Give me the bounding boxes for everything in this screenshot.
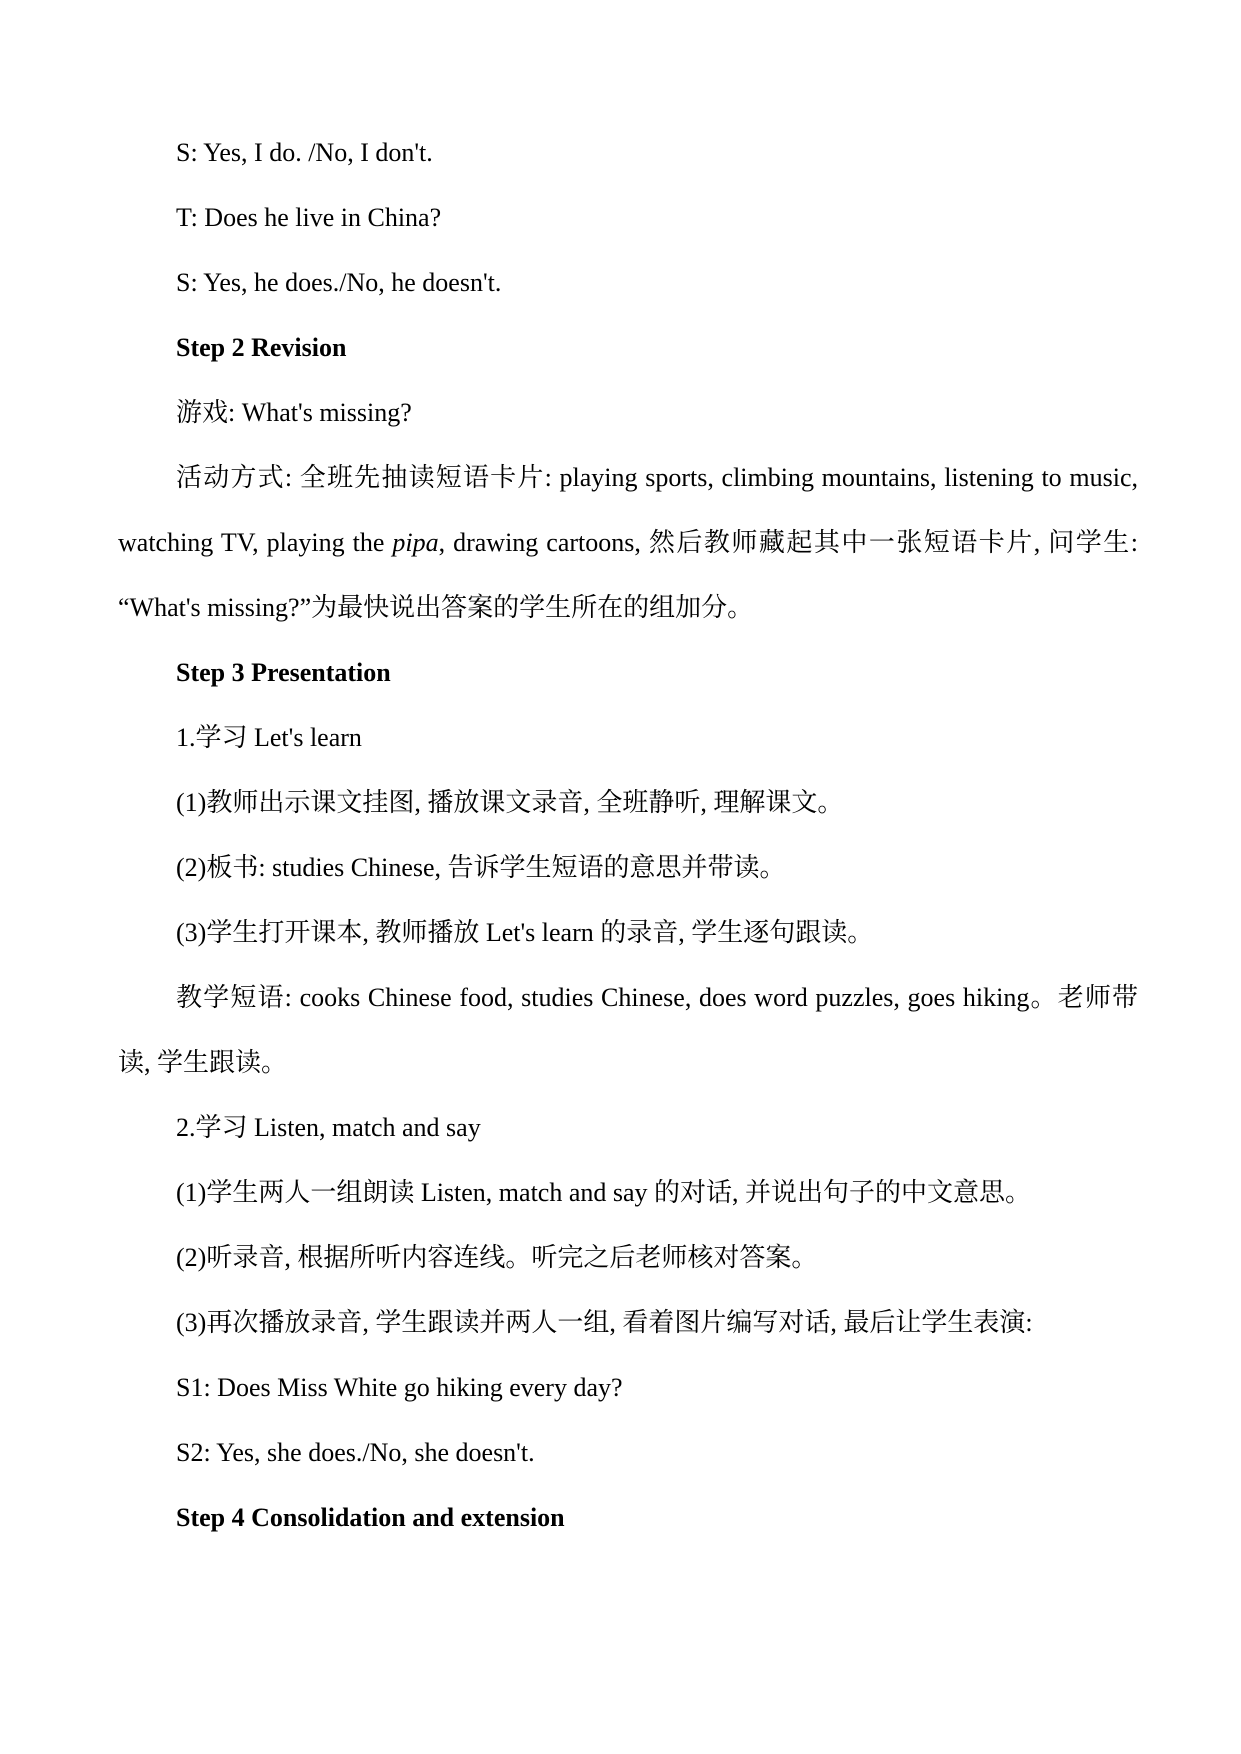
section-heading: Step 4 Consolidation and extension bbox=[176, 1503, 565, 1532]
dialogue-line: S: Yes, I do. /No, I don't. bbox=[176, 138, 433, 167]
section-heading: Step 3 Presentation bbox=[176, 658, 391, 687]
step-item: (2)听录音, 根据所听内容连线。听完之后老师核对答案。 bbox=[176, 1243, 818, 1272]
subsection-title: 2.学习 Listen, match and say bbox=[176, 1113, 481, 1142]
activity-text-part: 活动方式: 全班先抽读短语卡片: playing sports, climbing mountains, listening to music, watching TV, playing the bbox=[118, 463, 1138, 557]
dialogue-line: S1: Does Miss White go hiking every day? bbox=[176, 1373, 623, 1402]
activity-italic-word: pipa bbox=[392, 528, 439, 557]
section-heading: Step 2 Revision bbox=[176, 333, 347, 362]
step-item: (1)教师出示课文挂图, 播放课文录音, 全班静听, 理解课文。 bbox=[176, 788, 844, 817]
activity-text-part: , drawing cartoons, 然后教师藏起其中一张短语卡片, 问学生: “What's missing?”为最快说出答案的学生所在的组加分。 bbox=[118, 528, 1138, 622]
document-body bbox=[118, 120, 1138, 1550]
dialogue-line: S: Yes, he does./No, he doesn't. bbox=[176, 268, 502, 297]
subsection-title: 1.学习 Let's learn bbox=[176, 723, 362, 752]
step-item: (2)板书: studies Chinese, 告诉学生短语的意思并带读。 bbox=[176, 853, 786, 882]
teaching-phrases: 教学短语: cooks Chinese food, studies Chinese, does word puzzles, goes hiking。老师带读, 学生跟读。 bbox=[118, 983, 1138, 1077]
dialogue-line: S2: Yes, she does./No, she doesn't. bbox=[176, 1438, 535, 1467]
dialogue-line: T: Does he live in China? bbox=[176, 203, 442, 232]
step-item: (3)再次播放录音, 学生跟读并两人一组, 看着图片编写对话, 最后让学生表演: bbox=[176, 1308, 1033, 1337]
activity-paragraph bbox=[118, 445, 1138, 640]
game-line: 游戏: What's missing? bbox=[176, 398, 412, 427]
step-item: (3)学生打开课本, 教师播放 Let's learn 的录音, 学生逐句跟读。 bbox=[176, 918, 874, 947]
step-item: (1)学生两人一组朗读 Listen, match and say 的对话, 并说出句子的中文意思。 bbox=[176, 1178, 1032, 1207]
